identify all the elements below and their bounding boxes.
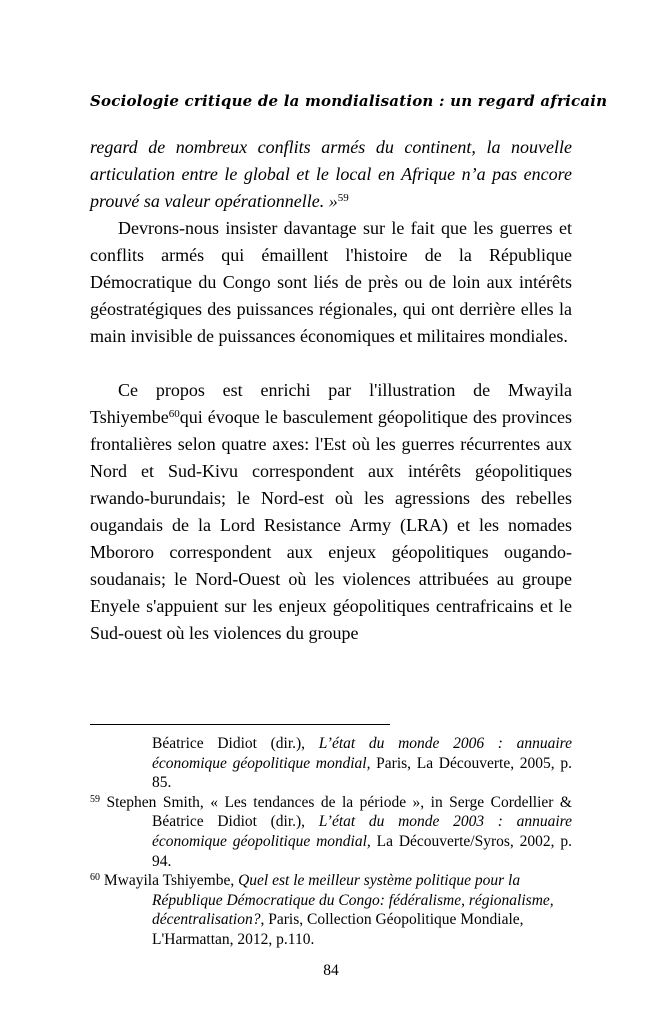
footnote-60-tail: , Paris, Collection Géopolitique Mondiale, L'Harmattan, 2012, p.110. [152, 911, 524, 948]
footnote-continuation-title: L’état du monde 2006 : annuaire économique géopolitique mondial, [152, 735, 573, 772]
page-body [90, 134, 572, 647]
paragraph-2 [90, 377, 572, 647]
footnote-59-tail: La Découverte/Syros, 2002, p. 94. [152, 832, 572, 870]
footnote-60-text: Mwayila Tshiyembe, [100, 872, 239, 890]
page-number: 84 [323, 962, 339, 979]
quote-text: regard de nombreux conflits armés du continent, la nouvelle articulation entre le global et le local en Afrique n’a pas encore prouvé sa valeur opérationnelle. » [90, 137, 572, 211]
footnotes-section [90, 724, 572, 950]
footnote-60-title: Quel est le meilleur système politique pour la République Démocratique du Congo: fédéralisme, régionalisme, décentralisation? [152, 872, 554, 929]
footnote-ref-60: 60 [168, 407, 180, 420]
footnote-60-marker: 60 [90, 872, 100, 884]
footnote-continuation-text: Béatrice Didiot (dir.), [152, 735, 319, 752]
quote-paragraph [90, 134, 572, 215]
footnote-ref-59: 59 [337, 191, 349, 204]
paragraph-1: Devrons-nous insister davantage sur le fait que les guerres et conflits armés qui émaillent l'histoire de la République Démocratique du Congo sont liés de près ou de loin aux intérêts géostratégiques des puissances régionales, qui ont derrière elles la main invisible de puissances économiques et militaires mondiales. [90, 218, 572, 346]
footnote-59-title: L’état du monde 2003 : annuaire économique géopolitique mondial, [152, 813, 573, 850]
footnote-continuation [90, 734, 572, 793]
footnote-separator [90, 724, 390, 725]
footnote-59-marker: 59 [90, 793, 100, 805]
footnote-continuation-tail: Paris, La Découverte, 2005, p. 85. [152, 754, 573, 792]
footnote-60 [90, 871, 572, 949]
paragraph-2-part1: Ce propos est enrichi par l'illustration de Mwayila Tshiyembe [90, 380, 572, 427]
footnote-59-text: Stephen Smith, « Les tendances de la période », in Serge Cordellier & Béatrice Didiot (dir.), [100, 793, 572, 831]
running-header: Sociologie critique de la mondialisation : un regard africain [90, 92, 608, 110]
footnote-59 [90, 793, 572, 871]
paragraph-2-part2: qui évoque le basculement géopolitique des provinces frontalières selon quatre axes: l'Est où les guerres récurrentes aux Nord et Sud-Kivu correspondent aux intérêts géopolitiques rwando-burundais; le Nord-est où les agressions des rebelles ougandais de la Lord Resistance Army (LRA) et les nomades Mbororo correspondent aux enjeux géopolitiques ougando-soudanais; le Nord-Ouest où les violences attribuées au groupe Enyele s'appuient sur les enjeux géopolitiques centrafricains et le Sud-ouest où les violences du groupe [90, 407, 572, 643]
